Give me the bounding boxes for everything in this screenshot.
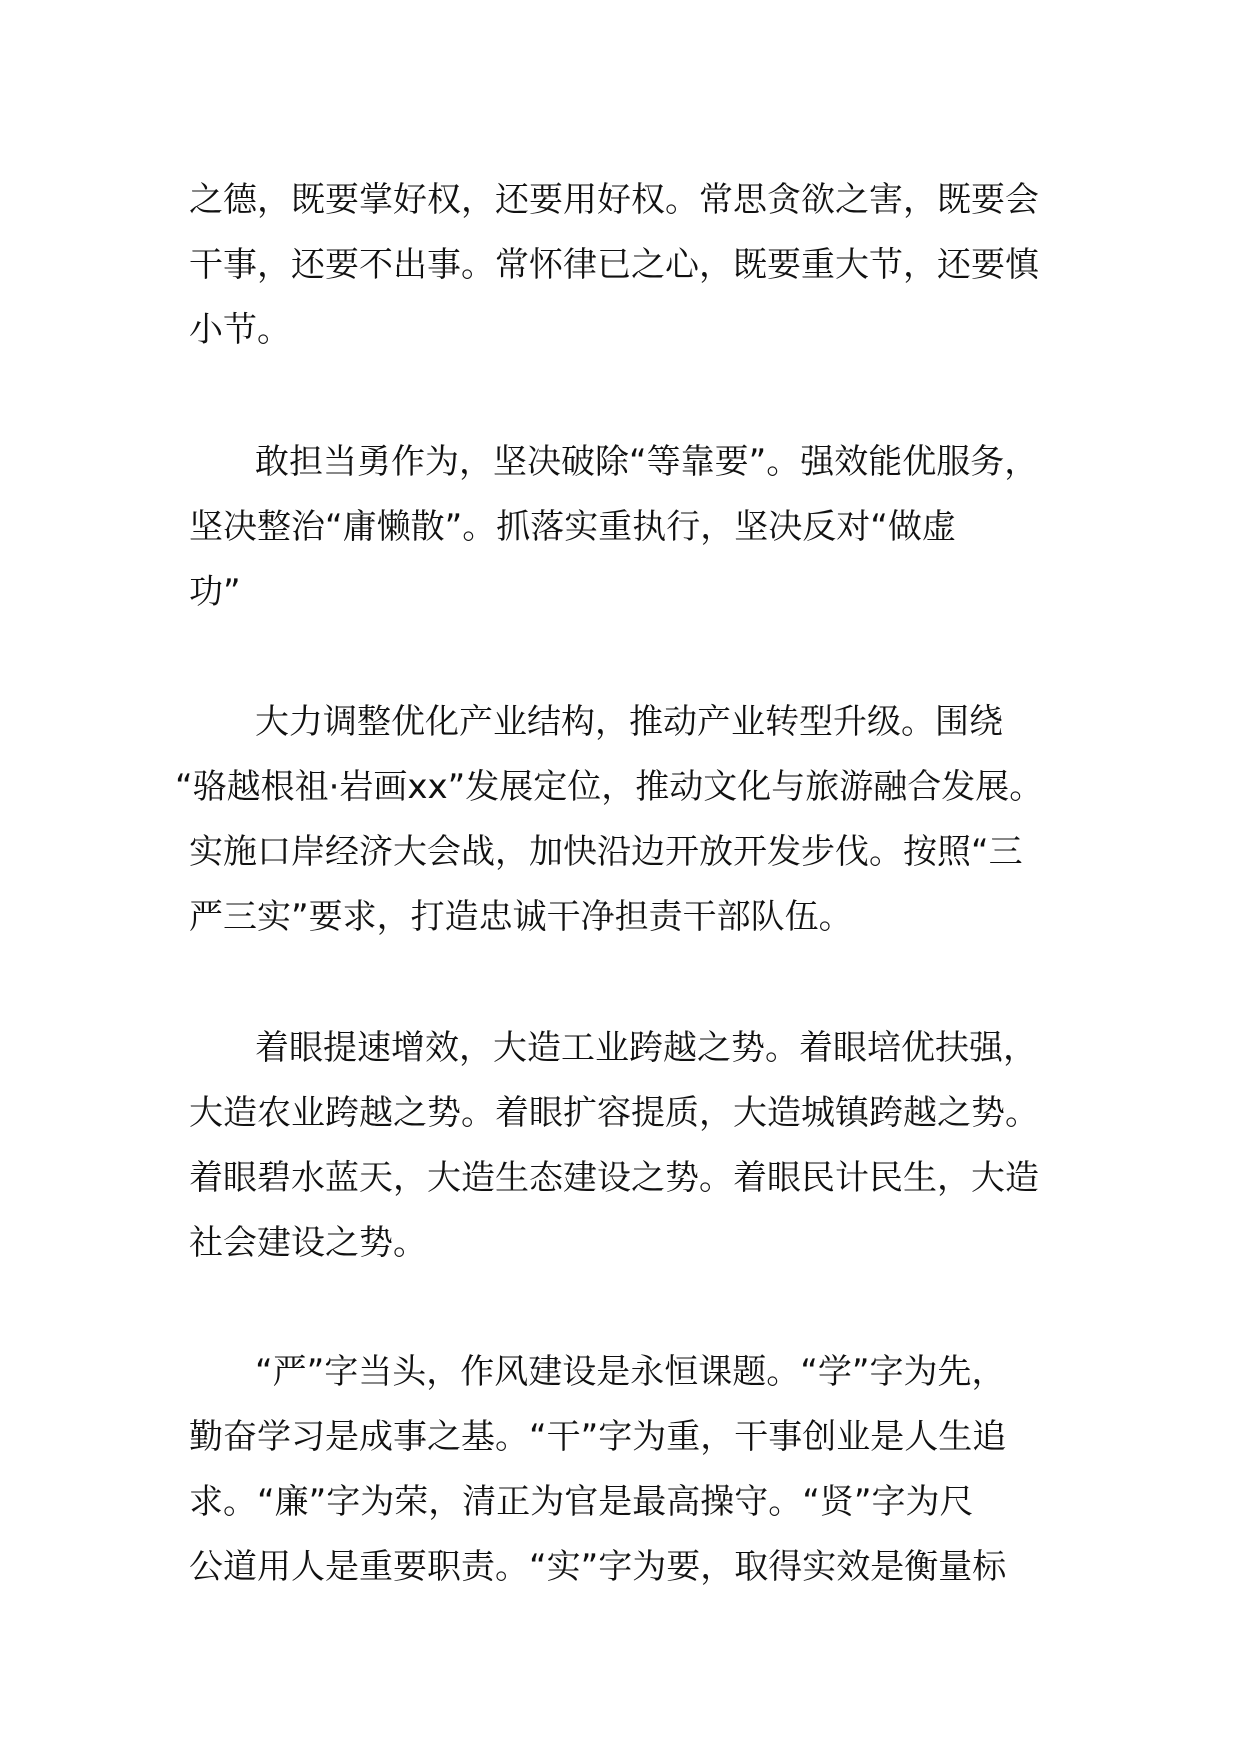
text-line: 严三实”要求，打造忠诚干净担责干部队伍。 — [189, 897, 853, 937]
text-line: 实施口岸经济大会战，加快沿边开放开发步伐。按照“三 — [189, 832, 1023, 872]
paragraph-1 — [189, 168, 1069, 363]
paragraph-4 — [189, 1016, 1069, 1276]
text-line: 着眼提速增效，大造工业跨越之势。着眼培优扶强， — [255, 1028, 1037, 1068]
paragraph-3 — [175, 690, 1069, 950]
text-line: 公道用人是重要职责。“实”字为要，取得实效是衡量标 — [189, 1547, 1007, 1587]
text-line: 敢担当勇作为，坚决破除“等靠要”。强效能优服务， — [255, 442, 1039, 482]
paragraph-2 — [189, 430, 1069, 625]
text-line: 社会建设之势。 — [189, 1223, 427, 1263]
text-line: 勤奋学习是成事之基。“干”字为重，干事创业是人生追 — [189, 1417, 1007, 1457]
text-line: 之德，既要掌好权，还要用好权。常思贪欲之害，既要会 — [189, 180, 1039, 220]
text-line: 功” — [189, 572, 241, 612]
text-line: 坚决整治“庸懒散”。抓落实重执行，坚决反对“做虚 — [189, 507, 956, 547]
text-line: 干事，还要不出事。常怀律已之心，既要重大节，还要慎 — [189, 245, 1039, 285]
text-line: 小节。 — [189, 310, 291, 350]
text-line: 求。“廉”字为荣，清正为官是最高操守。“贤”字为尺 — [189, 1482, 974, 1522]
text-line: “骆越根祖·岩画xx”发展定位，推动文化与旅游融合发展。 — [175, 767, 1044, 807]
text-line: 大力调整优化产业结构，推动产业转型升级。围绕 — [255, 702, 1003, 742]
text-line: 大造农业跨越之势。着眼扩容提质，大造城镇跨越之势。 — [189, 1093, 1039, 1133]
text-line: “严”字当头，作风建设是永恒课题。“学”字为先， — [255, 1352, 1006, 1392]
text-line: 着眼碧水蓝天，大造生态建设之势。着眼民计民生，大造 — [189, 1158, 1039, 1198]
paragraph-5 — [189, 1340, 1069, 1600]
